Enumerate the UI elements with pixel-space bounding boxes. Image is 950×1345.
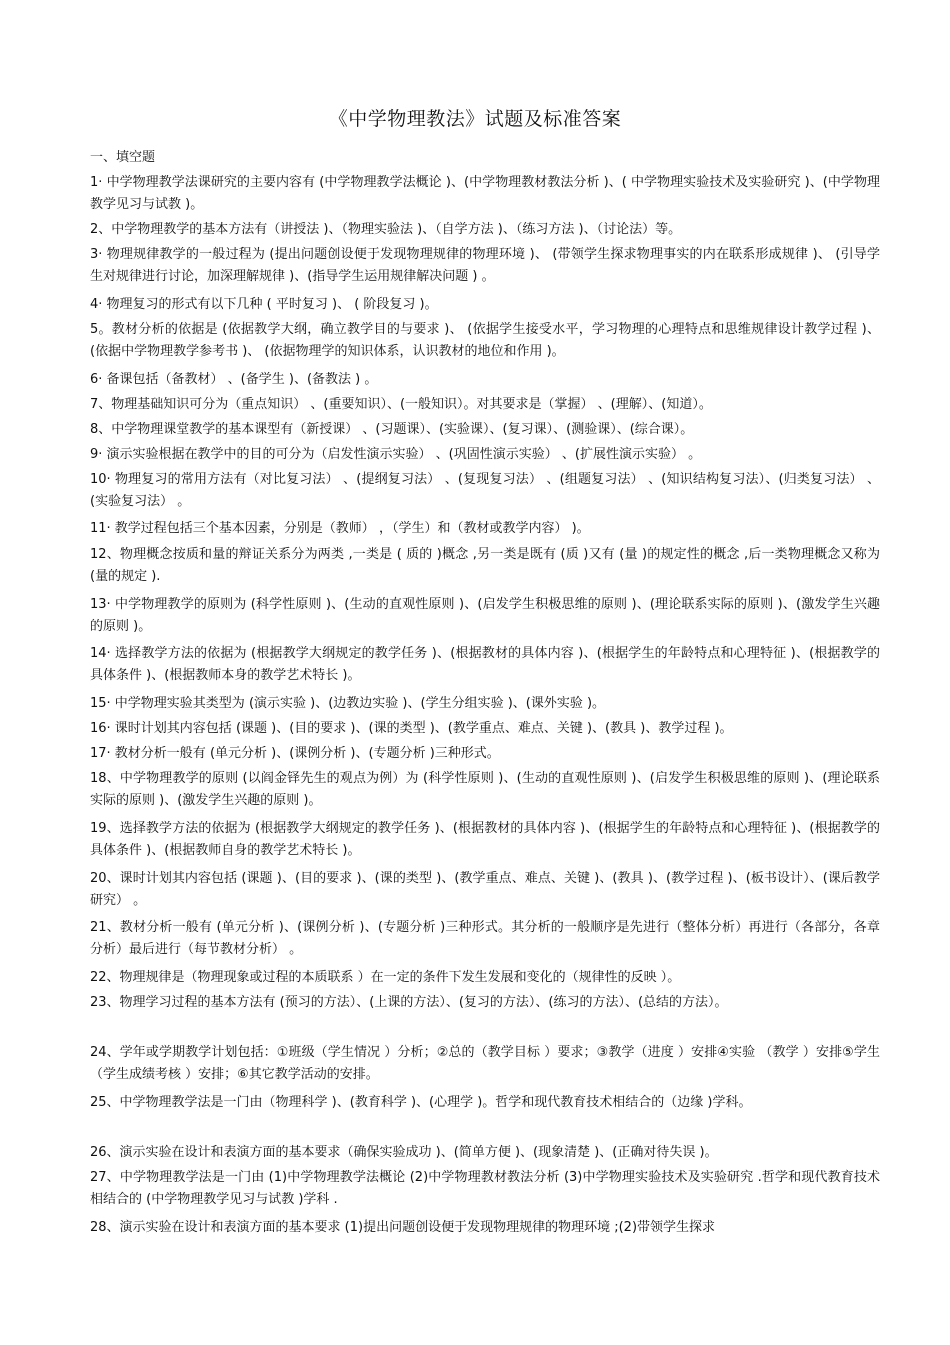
question-5: 5。教材分析的依据是 (依据教学大纲，确立教学目的与要求 )、 (依据学生接受水平，学习物理的心理特点和思维规律设计教学过程 )、 (依据中学物理教学参考书 )、 (依据物理学的知识体系，认识教材的地位和作用 )。 <box>90 322 880 359</box>
question-4: 4· 物理复习的形式有以下几种 ( 平时复习 )、 ( 阶段复习 )。 <box>90 297 438 312</box>
section-heading: 一、填空题 <box>90 150 156 165</box>
question-12: 12、物理概念按质和量的辩证关系分为两类 ,一类是 ( 质的 )概念 ,另一类是既有 (质 )又有 (量 )的规定性的概念 ,后一类物理概念又称为 (量的规定 ). <box>90 547 880 584</box>
question-18: 18、中学物理教学的原则 (以阎金铎先生的观点为例）为 (科学性原则 )、(生动的直观性原则 )、(启发学生积极思维的原则 )、(理论联系实际的原则 )、(激发学生兴趣的原则 )。 <box>90 771 880 808</box>
question-7: 7、物理基础知识可分为（重点知识） 、(重要知识）、(一般知识）。对其要求是（掌握） 、(理解）、(知道）。 <box>90 397 712 412</box>
question-14: 14· 选择教学方法的依据为 (根据教学大纲规定的教学任务 )、(根据教材的具体内容 )、(根据学生的年龄特点和心理特征 )、(根据教学的具体条件 )、(根据教师本身的教学艺术特长 )。 <box>90 646 880 683</box>
question-3: 3· 物理规律教学的一般过程为 (提出问题创设便于发现物理规律的物理环境 )、 (带领学生探求物理事实的内在联系形成规律 )、 (引导学生对规律进行讨论，加深理解规律 )、(指导学生运用规律解决问题 ) 。 <box>90 247 880 284</box>
question-1: 1· 中学物理教学法课研究的主要内容有 (中学物理教学法概论 )、(中学物理教材教法分析 )、( 中学物理实验技术及实验研究 )、(中学物理教学见习与试教 )。 <box>90 175 880 212</box>
question-8: 8、中学物理课堂教学的基本课型有（新授课） 、(习题课）、(实验课）、(复习课）、(测验课）、(综合课）。 <box>90 422 694 437</box>
document-title: 《中学物理教法》试题及标准答案 <box>328 108 622 130</box>
question-13: 13· 中学物理教学的原则为 (科学性原则 )、(生动的直观性原则 )、(启发学生积极思维的原则 )、(理论联系实际的原则 )、(激发学生兴趣的原则 )。 <box>90 597 880 634</box>
question-26: 26、演示实验在设计和表演方面的基本要求（确保实验成功 )、(简单方便 )、(现象清楚 )、(正确对待失误 )。 <box>90 1145 718 1160</box>
question-10: 10· 物理复习的常用方法有（对比复习法） 、(提纲复习法） 、(复现复习法） 、(组题复习法） 、(知识结构复习法）、(归类复习法） 、(实验复习法） 。 <box>90 472 880 509</box>
question-27: 27、中学物理教学法是一门由 (1)中学物理教学法概论 (2)中学物理教材教法分析 (3)中学物理实验技术及实验研究 .哲学和现代教育技术相结合的 (中学物理教学见习与试教 )学科 . <box>90 1170 880 1207</box>
question-19: 19、选择教学方法的依据为 (根据教学大纲规定的教学任务 )、(根据教材的具体内容 )、(根据学生的年龄特点和心理特征 )、(根据教学的具体条件 )、(根据教师自身的教学艺术特长 )。 <box>90 821 880 858</box>
question-16: 16· 课时计划其内容包括 (课题 )、(目的要求 )、(课的类型 )、(教学重点、难点、关键 )、(教具 )、教学过程 )。 <box>90 721 733 736</box>
question-22: 22、物理规律是（物理现象或过程的本质联系 ）在一定的条件下发生发展和变化的（规律性的反映 ）。 <box>90 970 681 985</box>
question-28: 28、演示实验在设计和表演方面的基本要求 (1)提出问题创设便于发现物理规律的物理环境 ;(2)带领学生探求 <box>90 1220 716 1235</box>
question-21: 21、教材分析一般有 (单元分析 )、(课例分析 )、(专题分析 )三种形式。其分析的一般顺序是先进行（整体分析）再进行（各部分，各章分析）最后进行（每节教材分析） 。 <box>90 920 880 957</box>
question-20: 20、课时计划其内容包括 (课题 )、(目的要求 )、(课的类型 )、(教学重点、难点、关键 )、(教具 )、(教学过程 )、(板书设计）、(课后教学研究） 。 <box>90 871 880 908</box>
question-24: 24、学年或学期教学计划包括：①班级（学生情况 ）分析；②总的（教学目标 ）要求；③教学（进度 ）安排④实验 （教学 ）安排⑤学生（学生成绩考核 ）安排；⑥其它教学活动的安排。 <box>90 1045 880 1082</box>
question-23: 23、物理学习过程的基本方法有 (预习的方法）、(上课的方法）、(复习的方法）、(练习的方法）、(总结的方法）。 <box>90 995 728 1010</box>
question-25: 25、中学物理教学法是一门由（物理科学 )、(教育科学 )、(心理学 )。哲学和现代教育技术相结合的（边缘 )学科。 <box>90 1095 752 1110</box>
question-17: 17· 教材分析一般有 (单元分析 )、(课例分析 )、(专题分析 )三种形式。 <box>90 746 500 761</box>
question-2: 2、中学物理教学的基本方法有（讲授法 )、（物理实验法 )、（自学方法 )、（练习方法 )、（讨论法）等。 <box>90 222 682 237</box>
question-15: 15· 中学物理实验其类型为 (演示实验 )、(边教边实验 )、(学生分组实验 )、(课外实验 )。 <box>90 696 606 711</box>
question-9: 9· 演示实验根据在教学中的目的可分为（启发性演示实验） 、(巩固性演示实验） 、(扩展性演示实验） 。 <box>90 447 702 462</box>
question-11: 11· 教学过程包括三个基本因素，分别是（教师） ，（学生）和（教材或教学内容） )。 <box>90 521 590 536</box>
question-6: 6· 备课包括（备教材） 、(备学生 )、(备教法 ) 。 <box>90 372 378 387</box>
